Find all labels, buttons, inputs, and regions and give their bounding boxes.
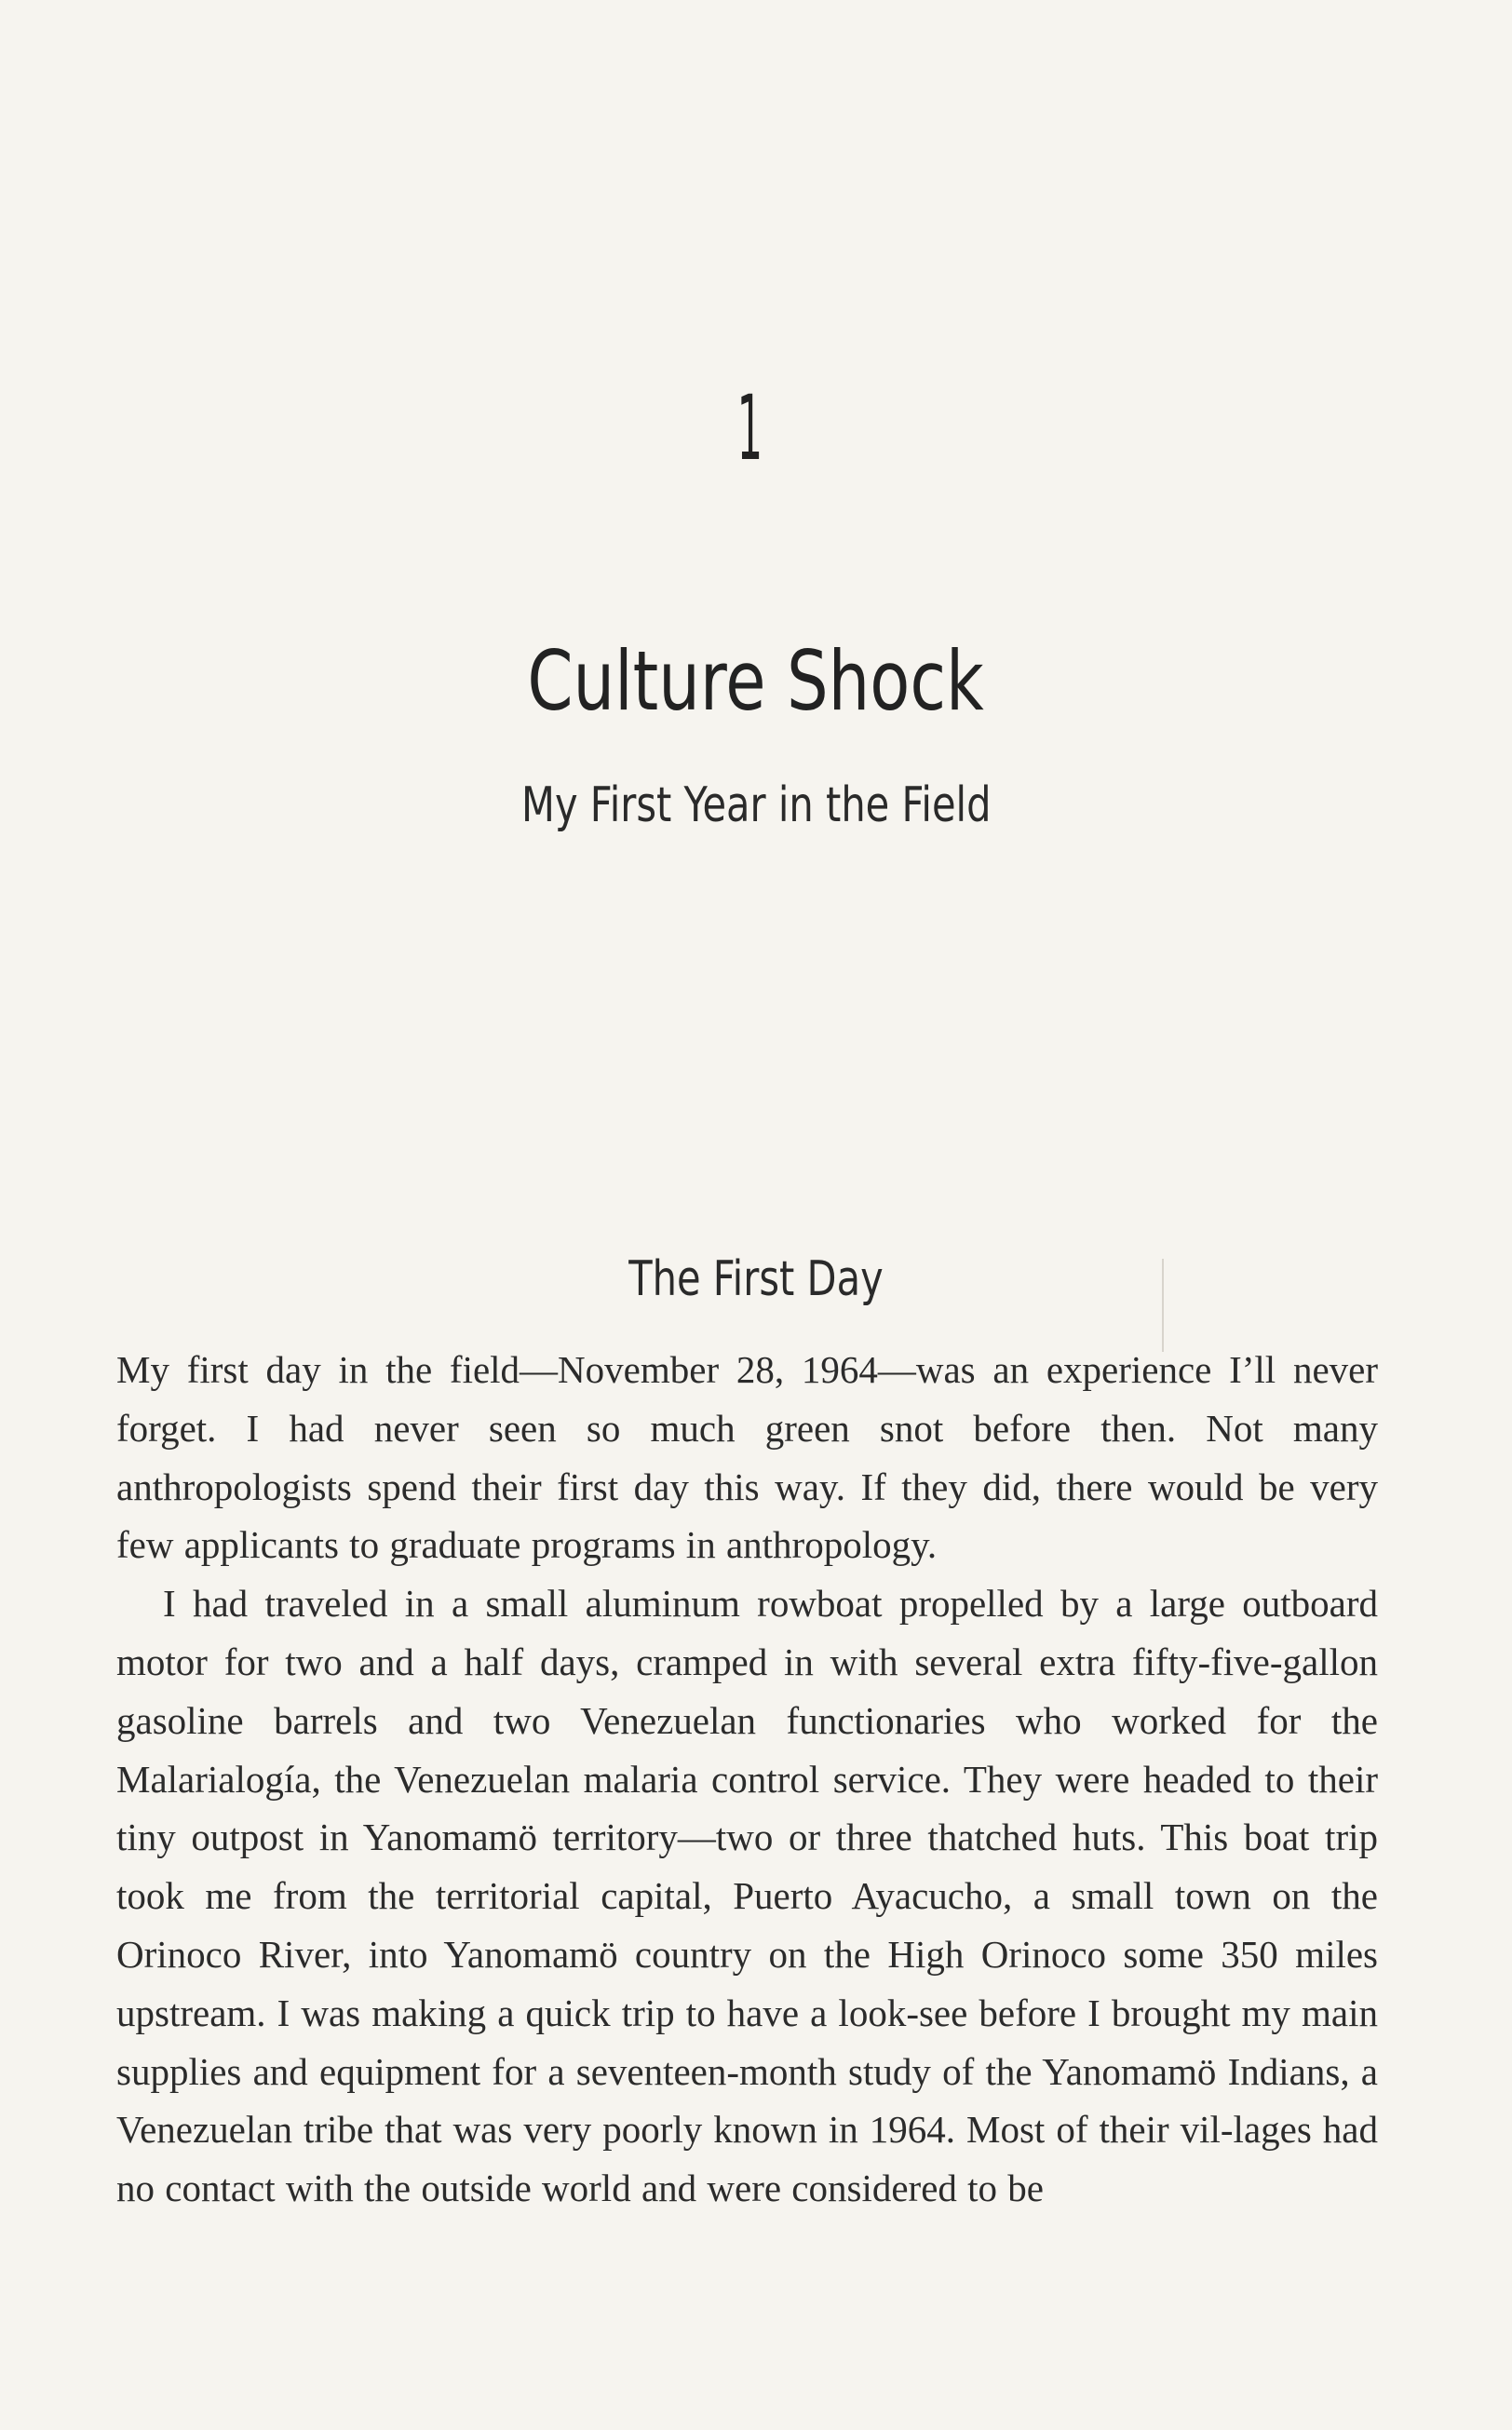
paragraph-1: My first day in the field—November 28, 1964—was an experience I’ll never forget. I had never seen so much green snot before then. Not many anthropologists spend their first day this way. If they did, there would be very few applicants to graduate programs in anthropology. <box>116 1348 1378 1567</box>
section-heading <box>0 1249 1512 1309</box>
section-heading-text: The First Day <box>628 1251 884 1307</box>
chapter-title <box>0 635 1512 728</box>
chapter-title-text: Culture Shock <box>527 633 985 729</box>
chapter-subtitle <box>0 776 1512 835</box>
body-text <box>116 1341 1378 2218</box>
chapter-subtitle-text: My First Year in the Field <box>520 777 992 833</box>
chapter-number: 1 <box>736 376 763 480</box>
paragraph-2: I had traveled in a small aluminum rowboat propelled by a large outboard motor for two and a half days, cramped in with several extra fifty-five-gallon gasoline barrels and two Venezuelan functionaries who worked for the Malarialogía, the Venezuelan malaria control service. They were headed to their tiny outpost in Yanomamö territory—two or three thatched huts. This boat trip took me from the territorial capital, Puerto Ayacucho, a small town on the Orinoco River, into Yanomamö country on the High Orinoco some 350 miles upstream. I was making a quick trip to have a look-see before I brought my main supplies and equipment for a seventeen-month study of the Yanomamö Indians, a Venezuelan tribe that was very poorly known in 1964. Most of their vil-lages had no contact with the outside world and were considered to be <box>116 1582 1378 2210</box>
